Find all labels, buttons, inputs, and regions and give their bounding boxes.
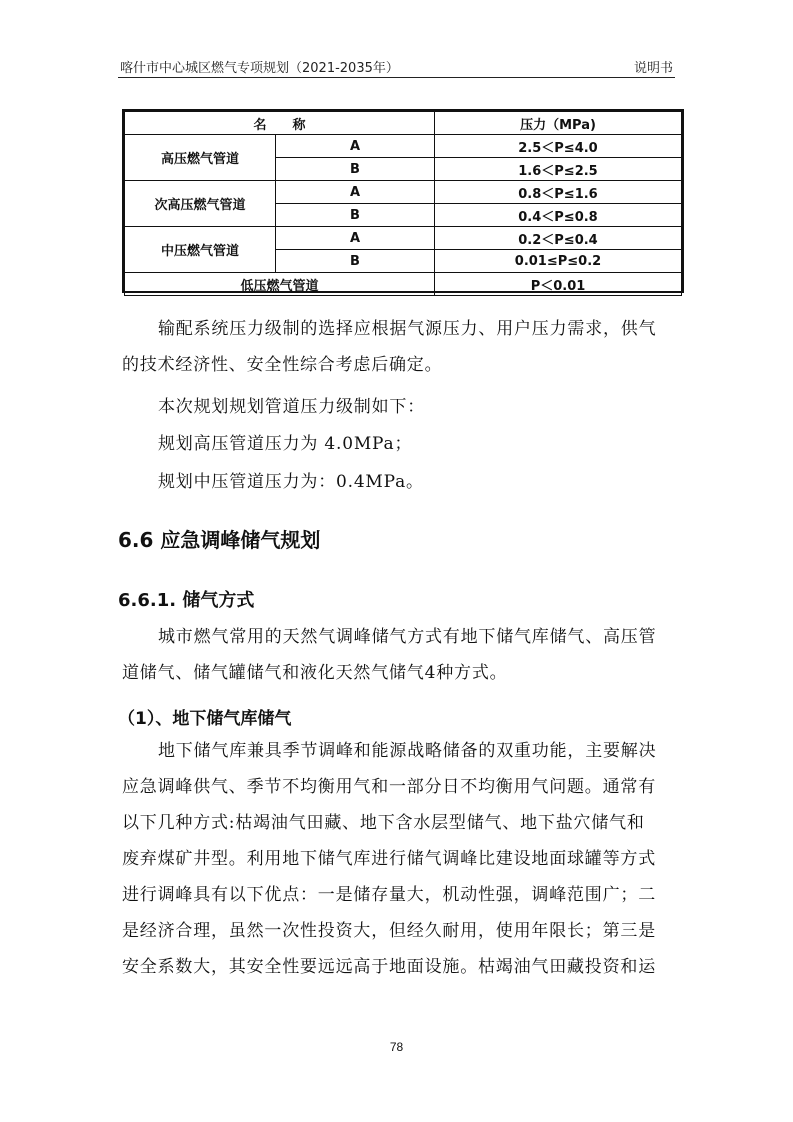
pipe-grade: B [276,250,435,273]
paragraph-line: 城市燃气常用的天然气调峰储气方式有地下储气库储气、高压管 [158,627,657,647]
table-row [125,273,682,296]
pipe-grade: A [276,181,435,204]
paragraph-line: 应急调峰供气、季节不均衡用气和一部分日不均衡用气问题。通常有 [122,777,656,797]
pipe-grade: A [276,227,435,250]
table-head-pressure: 压力（MPa) [435,112,682,135]
page-header [118,55,675,78]
subsection-heading: 6.6.1. 储气方式 [118,590,255,611]
paragraph-line: 是经济合理，虽然一次性投资大，但经久耐用，使用年限长；第三是 [122,921,656,941]
paragraph-line: 安全系数大，其安全性要远远高于地面设施。枯竭油气田藏投资和运 [122,957,656,977]
paragraph-line: 规划中压管道压力为：0.4MPa。 [158,472,424,492]
paragraph [122,311,682,383]
pipe-name: 低压燃气管道 [125,273,435,296]
paragraph-line: 废弃煤矿井型。利用地下储气库进行储气调峰比建设地面球罐等方式 [122,849,656,869]
header-doc-type: 说明书 [633,61,673,76]
paragraph-line: 进行调峰具有以下优点：一是储存量大，机动性强，调峰范围广；二 [122,885,656,905]
paragraph [122,464,682,500]
pipe-pressure: 0.01≤P≤0.2 [435,250,682,273]
paragraph-line: 地下储气库兼具季节调峰和能源战略储备的双重功能，主要解决 [158,741,657,761]
paragraph [122,733,682,985]
page-number: 78 [389,1040,404,1054]
section-heading: 6.6 应急调峰储气规划 [118,528,321,552]
pipe-name: 中压燃气管道 [125,227,276,273]
paragraph-line: 以下几种方式:枯竭油气田藏、地下含水层型储气、地下盐穴储气和 [122,813,645,833]
paragraph [122,389,682,425]
paragraph-line: 的技术经济性、安全性综合考虑后确定。 [122,355,443,375]
pipe-pressure: 0.8＜P≤1.6 [435,181,682,204]
pressure-table [122,109,684,293]
table-row [125,135,682,158]
pipe-pressure: P＜0.01 [435,273,682,296]
pipe-pressure: 2.5＜P≤4.0 [435,135,682,158]
paragraph-line: 规划高压管道压力为 4.0MPa； [158,434,413,454]
item-heading: （1）、地下储气库储气 [118,709,292,729]
pipe-grade: A [276,135,435,158]
header-title: 喀什市中心城区燃气专项规划（2021-2035年） [120,61,399,76]
pipe-grade: B [276,204,435,227]
pipe-grade: B [276,158,435,181]
table-row [125,181,682,204]
pipe-name: 次高压燃气管道 [125,181,276,227]
paragraph-line: 道储气、储气罐储气和液化天然气储气4种方式。 [122,663,508,683]
pipe-name: 高压燃气管道 [125,135,276,181]
paragraph [122,619,682,691]
paragraph [122,426,682,462]
table-head-name: 名 称 [125,112,435,135]
pipe-pressure: 0.4＜P≤0.8 [435,204,682,227]
pipe-pressure: 1.6＜P≤2.5 [435,158,682,181]
table-row [125,227,682,250]
pipe-pressure: 0.2＜P≤0.4 [435,227,682,250]
paragraph-line: 本次规划规划管道压力级制如下： [158,397,425,417]
paragraph-line: 输配系统压力级制的选择应根据气源压力、用户压力需求，供气 [158,319,657,339]
